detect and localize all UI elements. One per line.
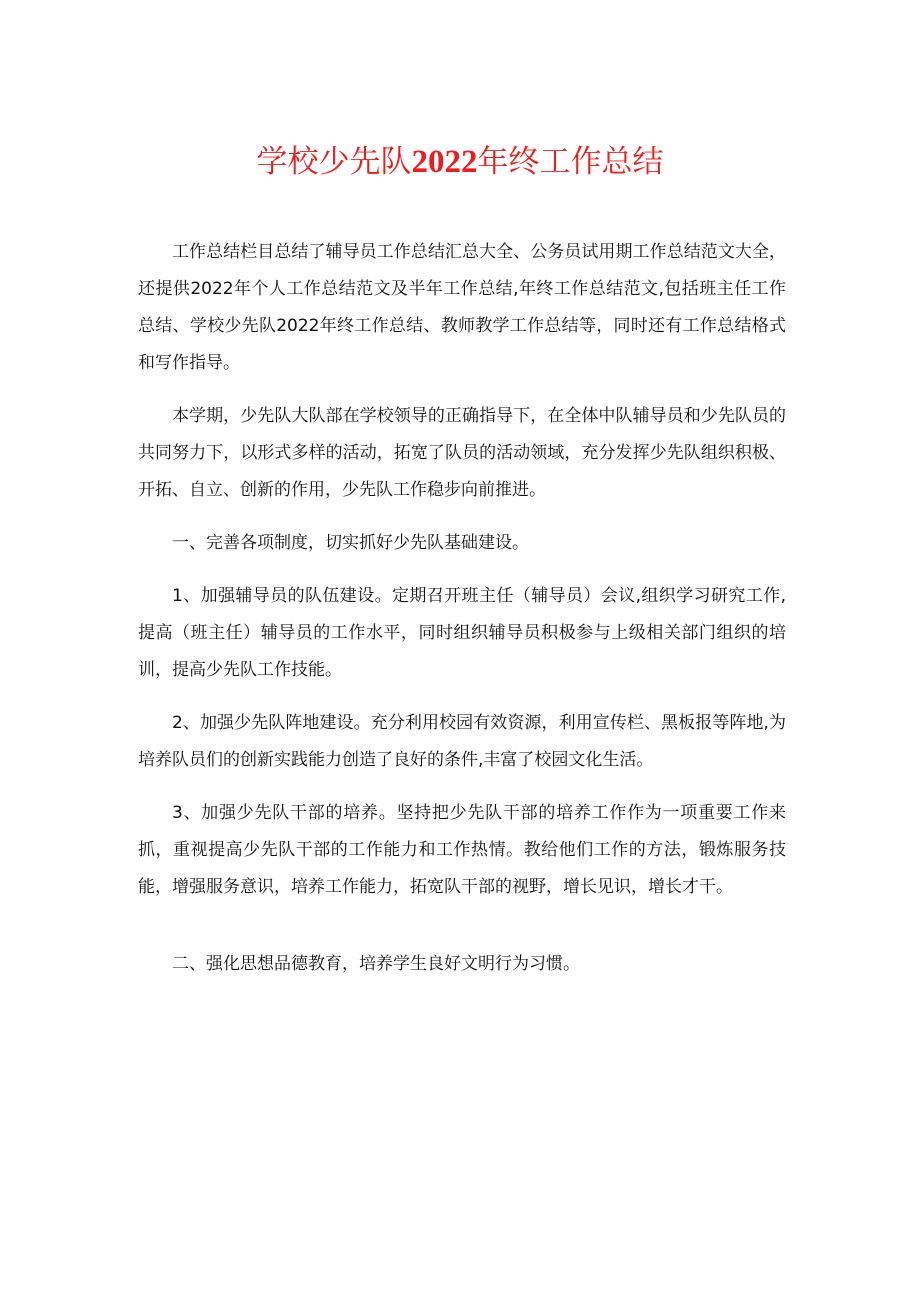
document-body <box>138 234 786 999</box>
title-prefix: 学校少先队 <box>256 144 412 180</box>
paragraph-overview: 本学期，少先队大队部在学校领导的正确指导下，在全体中队辅导员和少先队员的共同努力下，以形式多样的活动，拓宽了队员的活动领域，充分发挥少先队组织积极、开拓、自立、创新的作用，少先队工作稳步向前推进。 <box>138 406 786 500</box>
paragraph-item-1: 1、加强辅导员的队伍建设。定期召开班主任（辅导员）会议,组织学习研究工作,提高（班主任）辅导员的工作水平，同时组织辅导员积极参与上级相关部门组织的培训，提高少先队工作技能。 <box>138 586 786 680</box>
paragraph-intro: 工作总结栏目总结了辅导员工作总结汇总大全、公务员试用期工作总结范文大全，还提供2022年个人工作总结范文及半年工作总结,年终工作总结范文,包括班主任工作总结、学校少先队2022年终工作总结、教师教学工作总结等，同时还有工作总结格式和写作指导。 <box>138 242 786 373</box>
document-title <box>0 140 920 184</box>
paragraph-item-3: 3、加强少先队干部的培养。坚持把少先队干部的培养工作作为一项重要工作来抓，重视提高少先队干部的工作能力和工作热情。教给他们工作的方法，锻炼服务技能，增强服务意识，培养工作能力，拓宽队干部的视野，增长见识，增长才干。 <box>138 803 786 897</box>
section-heading-1: 一、完善各项制度，切实抓好少先队基础建设。 <box>172 533 529 553</box>
title-suffix: 年终工作总结 <box>477 144 664 180</box>
title-year: 2022 <box>411 144 478 180</box>
section-heading-2: 二、强化思想品德教育，培养学生良好文明行为习惯。 <box>172 954 580 974</box>
paragraph-item-2: 2、加强少先队阵地建设。充分利用校园有效资源，利用宣传栏、黑板报等阵地,为培养队员们的创新实践能力创造了良好的条件,丰富了校园文化生活。 <box>138 713 786 770</box>
